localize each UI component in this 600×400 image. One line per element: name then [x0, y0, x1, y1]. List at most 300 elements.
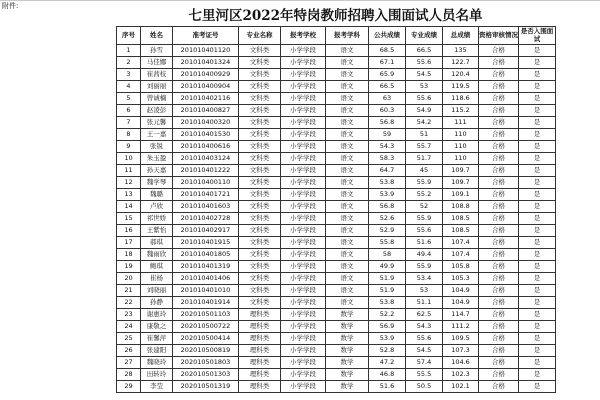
cell-school: 小学学段 — [281, 177, 326, 189]
cell-professional-score: 54.9 — [406, 105, 443, 117]
cell-subject: 语文 — [326, 93, 369, 105]
cell-total-score: 107.4 — [443, 237, 479, 249]
header-name: 姓名 — [141, 27, 173, 45]
cell-public-score: 56.8 — [369, 201, 406, 213]
cell-public-score: 52.9 — [369, 225, 406, 237]
cell-interview: 是 — [519, 81, 556, 93]
cell-subject: 语文 — [326, 285, 369, 297]
cell-public-score: 64.7 — [369, 165, 406, 177]
cell-professional-score: 54.3 — [406, 321, 443, 333]
cell-interview: 是 — [519, 189, 556, 201]
cell-public-score: 49.9 — [369, 261, 406, 273]
table-row — [117, 165, 556, 177]
cell-qualification: 合格 — [479, 261, 519, 273]
candidate-table — [116, 26, 556, 393]
cell-exam-id: 201010402728 — [173, 213, 239, 225]
cell-total-score: 109.7 — [443, 177, 479, 189]
cell-exam-id: 201010401530 — [173, 129, 239, 141]
cell-professional-score: 66.5 — [406, 45, 443, 57]
cell-interview: 是 — [519, 201, 556, 213]
cell-index: 11 — [117, 165, 141, 177]
cell-professional-score: 55.9 — [406, 177, 443, 189]
table-row — [117, 45, 556, 57]
cell-subject: 语文 — [326, 213, 369, 225]
cell-exam-id: 201010400904 — [173, 81, 239, 93]
cell-qualification: 合格 — [479, 297, 519, 309]
cell-major: 文科类 — [239, 69, 281, 81]
cell-total-score: 107.3 — [443, 345, 479, 357]
cell-name: 崔杨 — [141, 273, 173, 285]
cell-professional-score: 55.2 — [406, 189, 443, 201]
table-row — [117, 129, 556, 141]
cell-qualification: 合格 — [479, 333, 519, 345]
cell-major: 文科类 — [239, 201, 281, 213]
cell-qualification: 合格 — [479, 345, 519, 357]
cell-subject: 语文 — [326, 189, 369, 201]
cell-public-score: 56.8 — [369, 117, 406, 129]
cell-index: 29 — [117, 381, 141, 393]
header-public-score: 公共成绩 — [369, 27, 406, 45]
cell-total-score: 118.6 — [443, 93, 479, 105]
cell-interview: 是 — [519, 141, 556, 153]
cell-school: 小学学段 — [281, 285, 326, 297]
cell-major: 文科类 — [239, 237, 281, 249]
cell-index: 8 — [117, 129, 141, 141]
cell-interview: 是 — [519, 129, 556, 141]
cell-index: 5 — [117, 93, 141, 105]
cell-public-score: 52.2 — [369, 309, 406, 321]
cell-index: 6 — [117, 105, 141, 117]
cell-exam-id: 202010501319 — [173, 381, 239, 393]
cell-total-score: 105.8 — [443, 261, 479, 273]
table-row — [117, 225, 556, 237]
cell-name: 刘丽丽 — [141, 81, 173, 93]
cell-professional-score: 51.7 — [406, 153, 443, 165]
cell-major: 文科类 — [239, 117, 281, 129]
cell-subject: 语文 — [326, 261, 369, 273]
cell-index: 9 — [117, 141, 141, 153]
table-body — [117, 45, 556, 393]
cell-index: 15 — [117, 213, 141, 225]
table-row — [117, 369, 556, 381]
cell-subject: 语文 — [326, 297, 369, 309]
cell-school: 小学学段 — [281, 345, 326, 357]
cell-major: 文科类 — [239, 273, 281, 285]
cell-exam-id: 201010401914 — [173, 297, 239, 309]
header-qualification: 资格审核情况 — [479, 27, 519, 45]
table-row — [117, 177, 556, 189]
table-row — [117, 237, 556, 249]
cell-professional-score: 51.6 — [406, 237, 443, 249]
table-row — [117, 333, 556, 345]
cell-school: 小学学段 — [281, 165, 326, 177]
cell-total-score: 104.9 — [443, 297, 479, 309]
cell-subject: 数学 — [326, 309, 369, 321]
cell-total-score: 122.7 — [443, 57, 479, 69]
cell-index: 17 — [117, 237, 141, 249]
cell-name: 鲍琪 — [141, 261, 173, 273]
cell-public-score: 65.9 — [369, 69, 406, 81]
cell-name: 祁世娇 — [141, 213, 173, 225]
cell-professional-score: 57.4 — [406, 357, 443, 369]
cell-qualification: 合格 — [479, 321, 519, 333]
cell-total-score: 110 — [443, 153, 479, 165]
cell-qualification: 合格 — [479, 177, 519, 189]
cell-interview: 是 — [519, 225, 556, 237]
cell-professional-score: 55.6 — [406, 333, 443, 345]
cell-subject: 语文 — [326, 225, 369, 237]
cell-public-score: 67.1 — [369, 57, 406, 69]
cell-subject: 语文 — [326, 237, 369, 249]
cell-total-score: 109.7 — [443, 165, 479, 177]
cell-total-score: 119.5 — [443, 81, 479, 93]
cell-total-score: 135 — [443, 45, 479, 57]
cell-public-score: 53.9 — [369, 189, 406, 201]
cell-professional-score: 53.4 — [406, 273, 443, 285]
cell-school: 小学学段 — [281, 69, 326, 81]
cell-name: 李莹 — [141, 381, 173, 393]
cell-professional-score: 55.7 — [406, 141, 443, 153]
cell-total-score: 110 — [443, 129, 479, 141]
cell-public-score: 59 — [369, 129, 406, 141]
cell-school: 小学学段 — [281, 225, 326, 237]
cell-public-score: 68.5 — [369, 45, 406, 57]
cell-public-score: 46.8 — [369, 369, 406, 381]
cell-total-score: 104.6 — [443, 357, 479, 369]
cell-public-score: 51.9 — [369, 273, 406, 285]
cell-exam-id: 201010401721 — [173, 189, 239, 201]
cell-name: 朱玉盈 — [141, 153, 173, 165]
cell-exam-id: 202010501103 — [173, 309, 239, 321]
cell-public-score: 60.3 — [369, 105, 406, 117]
cell-index: 3 — [117, 69, 141, 81]
cell-total-score: 105.3 — [443, 273, 479, 285]
cell-name: 康敬之 — [141, 321, 173, 333]
cell-professional-score: 55.9 — [406, 213, 443, 225]
cell-subject: 数学 — [326, 321, 369, 333]
cell-interview: 是 — [519, 57, 556, 69]
cell-major: 理科类 — [239, 333, 281, 345]
cell-qualification: 合格 — [479, 105, 519, 117]
cell-name: 刘晓丽 — [141, 285, 173, 297]
cell-interview: 是 — [519, 177, 556, 189]
cell-interview: 是 — [519, 69, 556, 81]
cell-name: 魏雨欣 — [141, 249, 173, 261]
cell-name: 孙静 — [141, 297, 173, 309]
cell-school: 小学学段 — [281, 93, 326, 105]
cell-name: 崔茜枝 — [141, 69, 173, 81]
table-row — [117, 201, 556, 213]
cell-professional-score: 50.5 — [406, 381, 443, 393]
cell-professional-score: 51 — [406, 129, 443, 141]
cell-major: 文科类 — [239, 249, 281, 261]
cell-name: 谢惠玲 — [141, 309, 173, 321]
cell-school: 小学学段 — [281, 309, 326, 321]
header-major: 专业名称 — [239, 27, 281, 45]
cell-interview: 是 — [519, 297, 556, 309]
cell-exam-id: 201010401603 — [173, 201, 239, 213]
cell-index: 19 — [117, 261, 141, 273]
cell-index: 21 — [117, 285, 141, 297]
cell-total-score: 104.9 — [443, 285, 479, 297]
cell-name: 赵凌彭 — [141, 105, 173, 117]
table-row — [117, 105, 556, 117]
cell-subject: 语文 — [326, 81, 369, 93]
cell-interview: 是 — [519, 285, 556, 297]
cell-index: 24 — [117, 321, 141, 333]
header-subject: 报考学科 — [326, 27, 369, 45]
cell-subject: 数学 — [326, 333, 369, 345]
cell-exam-id: 201010400320 — [173, 117, 239, 129]
cell-exam-id: 201010400827 — [173, 105, 239, 117]
table-row — [117, 261, 556, 273]
cell-major: 文科类 — [239, 189, 281, 201]
table-row — [117, 189, 556, 201]
cell-major: 理科类 — [239, 357, 281, 369]
table-row — [117, 345, 556, 357]
table-row — [117, 81, 556, 93]
cell-interview: 是 — [519, 45, 556, 57]
cell-professional-score: 53 — [406, 81, 443, 93]
cell-qualification: 合格 — [479, 129, 519, 141]
cell-total-score: 115.2 — [443, 105, 479, 117]
page-top-border — [0, 0, 600, 1]
cell-exam-id: 201010402116 — [173, 93, 239, 105]
cell-school: 小学学段 — [281, 201, 326, 213]
cell-exam-id: 201010400110 — [173, 177, 239, 189]
cell-public-score: 53.8 — [369, 177, 406, 189]
cell-qualification: 合格 — [479, 153, 519, 165]
cell-index: 12 — [117, 177, 141, 189]
cell-total-score: 110 — [443, 141, 479, 153]
cell-exam-id: 201010402917 — [173, 225, 239, 237]
cell-subject: 语文 — [326, 141, 369, 153]
cell-subject: 语文 — [326, 153, 369, 165]
cell-name: 卢欣 — [141, 201, 173, 213]
cell-professional-score: 54.5 — [406, 69, 443, 81]
cell-major: 文科类 — [239, 57, 281, 69]
cell-major: 理科类 — [239, 309, 281, 321]
cell-name: 魏晓玲 — [141, 357, 173, 369]
cell-qualification: 合格 — [479, 141, 519, 153]
cell-school: 小学学段 — [281, 261, 326, 273]
cell-public-score: 54.3 — [369, 141, 406, 153]
cell-professional-score: 62.5 — [406, 309, 443, 321]
attachment-label: 附件: — [2, 2, 19, 10]
cell-school: 小学学段 — [281, 117, 326, 129]
table-row — [117, 213, 556, 225]
cell-qualification: 合格 — [479, 309, 519, 321]
cell-exam-id: 202010500414 — [173, 333, 239, 345]
cell-name: 孙天嘉 — [141, 165, 173, 177]
cell-major: 文科类 — [239, 153, 281, 165]
cell-school: 小学学段 — [281, 213, 326, 225]
table-row — [117, 309, 556, 321]
cell-exam-id: 201010401324 — [173, 57, 239, 69]
table-row — [117, 153, 556, 165]
cell-interview: 是 — [519, 93, 556, 105]
table-row — [117, 141, 556, 153]
cell-exam-id: 201010401222 — [173, 165, 239, 177]
cell-subject: 语文 — [326, 129, 369, 141]
cell-interview: 是 — [519, 153, 556, 165]
cell-qualification: 合格 — [479, 237, 519, 249]
table-row — [117, 57, 556, 69]
cell-major: 理科类 — [239, 369, 281, 381]
cell-interview: 是 — [519, 321, 556, 333]
cell-qualification: 合格 — [479, 285, 519, 297]
cell-professional-score: 51.1 — [406, 297, 443, 309]
cell-major: 文科类 — [239, 297, 281, 309]
cell-exam-id: 201010401915 — [173, 237, 239, 249]
cell-interview: 是 — [519, 117, 556, 129]
cell-major: 文科类 — [239, 165, 281, 177]
cell-public-score: 58 — [369, 249, 406, 261]
cell-index: 10 — [117, 153, 141, 165]
cell-name: 魏学琴 — [141, 177, 173, 189]
header-professional-score: 专业成绩 — [406, 27, 443, 45]
cell-qualification: 合格 — [479, 165, 519, 177]
cell-index: 23 — [117, 309, 141, 321]
cell-school: 小学学段 — [281, 153, 326, 165]
cell-professional-score: 55.6 — [406, 93, 443, 105]
cell-major: 文科类 — [239, 141, 281, 153]
cell-index: 27 — [117, 357, 141, 369]
cell-interview: 是 — [519, 333, 556, 345]
cell-subject: 语文 — [326, 273, 369, 285]
cell-total-score: 111 — [443, 117, 479, 129]
header-school: 报考学校 — [281, 27, 326, 45]
cell-exam-id: 201010403124 — [173, 153, 239, 165]
cell-total-score: 108.8 — [443, 201, 479, 213]
cell-subject: 语文 — [326, 57, 369, 69]
cell-exam-id: 202010500819 — [173, 345, 239, 357]
cell-exam-id: 201010401010 — [173, 285, 239, 297]
cell-public-score: 52.6 — [369, 213, 406, 225]
cell-school: 小学学段 — [281, 273, 326, 285]
cell-subject: 数学 — [326, 357, 369, 369]
cell-major: 文科类 — [239, 261, 281, 273]
header-exam-id: 准考证号 — [173, 27, 239, 45]
cell-exam-id: 202010501803 — [173, 357, 239, 369]
cell-school: 小学学段 — [281, 45, 326, 57]
cell-major: 文科类 — [239, 213, 281, 225]
cell-major: 文科类 — [239, 225, 281, 237]
cell-interview: 是 — [519, 309, 556, 321]
cell-name: 王紫怡 — [141, 225, 173, 237]
cell-school: 小学学段 — [281, 381, 326, 393]
table-row — [117, 93, 556, 105]
cell-major: 理科类 — [239, 321, 281, 333]
cell-subject: 语文 — [326, 117, 369, 129]
cell-professional-score: 55.9 — [406, 261, 443, 273]
cell-public-score: 58.3 — [369, 153, 406, 165]
cell-school: 小学学段 — [281, 189, 326, 201]
cell-total-score: 111.2 — [443, 321, 479, 333]
cell-school: 小学学段 — [281, 81, 326, 93]
cell-subject: 语文 — [326, 201, 369, 213]
cell-public-score: 52.8 — [369, 345, 406, 357]
table-header-row — [117, 27, 556, 45]
cell-total-score: 109.1 — [443, 189, 479, 201]
table-row — [117, 69, 556, 81]
cell-qualification: 合格 — [479, 225, 519, 237]
table-row — [117, 297, 556, 309]
cell-subject: 数学 — [326, 345, 369, 357]
cell-school: 小学学段 — [281, 369, 326, 381]
cell-interview: 是 — [519, 105, 556, 117]
cell-index: 28 — [117, 369, 141, 381]
cell-professional-score: 54.2 — [406, 117, 443, 129]
cell-qualification: 合格 — [479, 45, 519, 57]
cell-qualification: 合格 — [479, 213, 519, 225]
cell-interview: 是 — [519, 369, 556, 381]
cell-professional-score: 55.6 — [406, 57, 443, 69]
cell-public-score: 55.8 — [369, 237, 406, 249]
table-row — [117, 249, 556, 261]
cell-interview: 是 — [519, 165, 556, 177]
cell-interview: 是 — [519, 381, 556, 393]
cell-major: 文科类 — [239, 105, 281, 117]
cell-school: 小学学段 — [281, 321, 326, 333]
cell-qualification: 合格 — [479, 69, 519, 81]
cell-total-score: 114.7 — [443, 309, 479, 321]
table-row — [117, 285, 556, 297]
cell-total-score: 109.5 — [443, 333, 479, 345]
cell-professional-score: 52 — [406, 201, 443, 213]
cell-interview: 是 — [519, 273, 556, 285]
cell-public-score: 56.9 — [369, 321, 406, 333]
cell-index: 13 — [117, 189, 141, 201]
cell-total-score: 120.4 — [443, 69, 479, 81]
cell-index: 25 — [117, 333, 141, 345]
cell-school: 小学学段 — [281, 333, 326, 345]
cell-subject: 语文 — [326, 177, 369, 189]
cell-name: 孙雪 — [141, 45, 173, 57]
header-interview: 是否入围面试 — [519, 27, 556, 45]
cell-interview: 是 — [519, 357, 556, 369]
table-row — [117, 273, 556, 285]
document-title: 七里河区2022年特岗教师招聘入围面试人员名单 — [188, 8, 483, 24]
cell-exam-id: 201010401319 — [173, 261, 239, 273]
cell-index: 22 — [117, 297, 141, 309]
cell-school: 小学学段 — [281, 105, 326, 117]
cell-subject: 语文 — [326, 45, 369, 57]
cell-index: 4 — [117, 81, 141, 93]
cell-total-score: 107.4 — [443, 249, 479, 261]
cell-qualification: 合格 — [479, 57, 519, 69]
cell-total-score: 102.3 — [443, 369, 479, 381]
cell-name: 张锐 — [141, 141, 173, 153]
cell-index: 2 — [117, 57, 141, 69]
cell-qualification: 合格 — [479, 93, 519, 105]
cell-index: 14 — [117, 201, 141, 213]
cell-exam-id: 202010500722 — [173, 321, 239, 333]
cell-qualification: 合格 — [479, 117, 519, 129]
cell-school: 小学学段 — [281, 249, 326, 261]
cell-public-score: 53.9 — [369, 333, 406, 345]
header-index: 序号 — [117, 27, 141, 45]
cell-index: 7 — [117, 117, 141, 129]
cell-school: 小学学段 — [281, 237, 326, 249]
cell-public-score: 51.9 — [369, 285, 406, 297]
cell-index: 1 — [117, 45, 141, 57]
cell-name: 张建阳 — [141, 345, 173, 357]
cell-index: 26 — [117, 345, 141, 357]
header-total-score: 总成绩 — [443, 27, 479, 45]
cell-interview: 是 — [519, 261, 556, 273]
cell-school: 小学学段 — [281, 297, 326, 309]
